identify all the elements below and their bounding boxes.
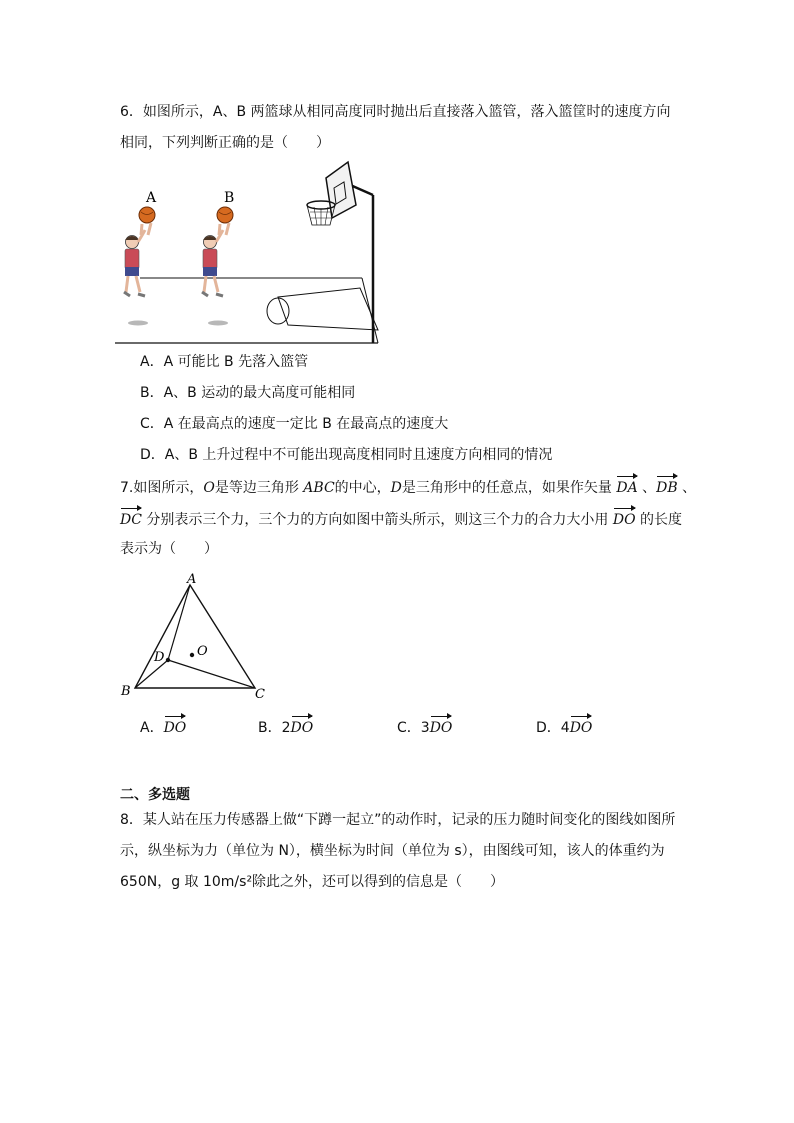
triangle-figure bbox=[115, 568, 285, 703]
fig-label-a: A bbox=[146, 190, 157, 206]
q6-option-d: D．A、B 上升过程中不可能出现高度相同时且速度方向相同的情况 bbox=[140, 447, 553, 463]
vector-dc: DC bbox=[120, 508, 142, 530]
q7-option-d: D．4DO bbox=[536, 716, 592, 738]
vertex-b-label: B bbox=[121, 684, 131, 699]
point-o-label: O bbox=[197, 644, 208, 659]
q7-stem-line1: 7.如图所示，O是等边三角形 ABC的中心，D是三角形中的任意点，如果作矢量 DA 、DB 、 bbox=[120, 476, 696, 498]
vector-da: DA bbox=[616, 476, 637, 498]
q7-option-b: B．2DO bbox=[258, 716, 313, 738]
basketball-figure bbox=[110, 160, 390, 350]
vector-db: DB bbox=[656, 476, 678, 498]
q6-option-c: C．A 在最高点的速度一定比 B 在最高点的速度大 bbox=[140, 416, 449, 432]
section-heading: 二、多选题 bbox=[120, 787, 190, 803]
vertex-a-label: A bbox=[187, 572, 197, 587]
player-b bbox=[202, 207, 233, 326]
vertex-c-label: C bbox=[255, 687, 265, 702]
q6-stem-line2: 相同，下列判断正确的是（ ） bbox=[120, 135, 330, 151]
q7-stem-line2: DC 分别表示三个力，三个力的方向如图中箭头所示，则这三个力的合力大小用 DO 的长度 bbox=[120, 508, 682, 530]
q7-stem-line3: 表示为（ ） bbox=[120, 541, 218, 557]
q8-stem-line1: 8．某人站在压力传感器上做“下蹲一起立”的动作时，记录的压力随时间变化的图线如图所 bbox=[120, 812, 676, 828]
player-a bbox=[124, 207, 155, 326]
q6-stem-line1: 6．如图所示，A、B 两篮球从相同高度同时抛出后直接落入篮管，落入篮筐时的速度方向 bbox=[120, 104, 671, 120]
q6-option-b: B．A、B 运动的最大高度可能相同 bbox=[140, 385, 356, 401]
q7-option-c: C．3DO bbox=[397, 716, 452, 738]
vector-do: DO bbox=[613, 508, 636, 530]
q7-option-a: A．DO bbox=[140, 716, 186, 738]
fig-label-b: B bbox=[224, 190, 235, 206]
q8-stem-line3: 650N，g 取 10m/s²除此之外，还可以得到的信息是（ ） bbox=[120, 874, 505, 890]
q8-stem-line2: 示，纵坐标为力（单位为 N），横坐标为时间（单位为 s），由图线可知，该人的体重约为 bbox=[120, 843, 665, 859]
point-d-label: D bbox=[154, 650, 165, 665]
q6-option-a: A．A 可能比 B 先落入篮管 bbox=[140, 354, 309, 370]
